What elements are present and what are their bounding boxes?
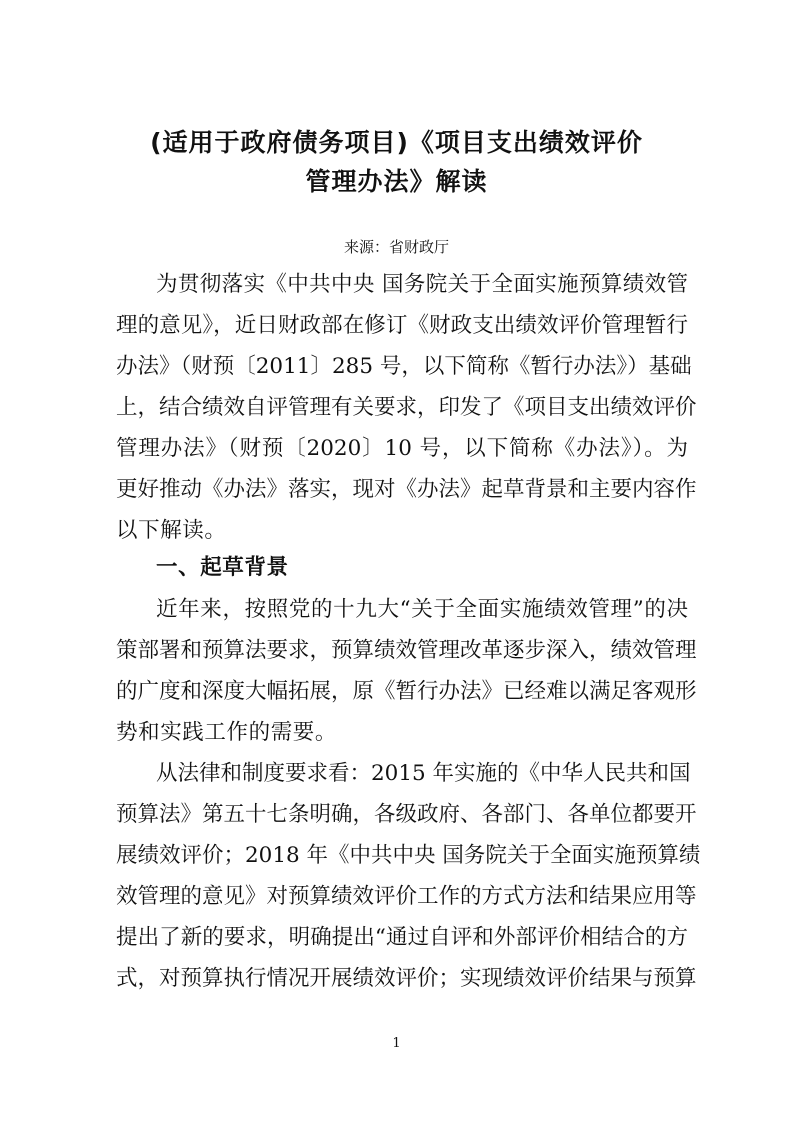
paragraph-line: 策部署和预算法要求，预算绩效管理改革逐步深入，绩效管理 xyxy=(116,638,697,663)
document-title-line-1: (适用于政府债务项目)《项目支出绩效评价 xyxy=(150,128,643,157)
paragraph-line: 从法律和制度要求看：2015 年实施的《中华人民共和国 xyxy=(156,761,691,786)
paragraph-line: 的广度和深度大幅拓展，原《暂行办法》已经难以满足客观形 xyxy=(116,679,697,704)
paragraph-line: 为贯彻落实《中共中央 国务院关于全面实施预算绩效管 xyxy=(156,272,688,297)
paragraph-line: 上，结合绩效自评管理有关要求，印发了《项目支出绩效评价 xyxy=(116,395,697,420)
paragraph-line: 式，对预算执行情况开展绩效评价；实现绩效评价结果与预算 xyxy=(116,966,697,991)
page-number: 1 xyxy=(392,1036,401,1051)
paragraph-line: 预算法》第五十七条明确，各级政府、各部门、各单位都要开 xyxy=(116,802,697,827)
paragraph-line: 展绩效评价；2018 年《中共中央 国务院关于全面实施预算绩 xyxy=(116,843,701,868)
paragraph-line: 势和实践工作的需要。 xyxy=(116,720,338,745)
paragraph-line: 理的意见》，近日财政部在修订《财政支出绩效评价管理暂行 xyxy=(116,313,688,338)
section-heading: 一、起草背景 xyxy=(156,555,289,580)
paragraph-line: 办法》（财预〔2011〕285 号，以下简称《暂行办法》）基础 xyxy=(116,354,692,379)
document-title-line-2: 管理办法》解读 xyxy=(305,167,488,196)
paragraph-line: 更好推动《办法》落实，现对《办法》起草背景和主要内容作 xyxy=(116,477,697,502)
paragraph-line: 提出了新的要求，明确提出“通过自评和外部评价相结合的方 xyxy=(116,925,688,950)
paragraph-line: 管理办法》（财预〔2020〕10 号，以下简称《办法》）。为 xyxy=(116,436,688,461)
paragraph-line: 近年来，按照党的十九大“关于全面实施绩效管理”的决 xyxy=(156,597,688,622)
source-line: 来源：省财政厅 xyxy=(343,238,449,256)
paragraph-line: 以下解读。 xyxy=(116,518,227,543)
paragraph-line: 效管理的意见》对预算绩效评价工作的方式方法和结果应用等 xyxy=(116,884,697,909)
